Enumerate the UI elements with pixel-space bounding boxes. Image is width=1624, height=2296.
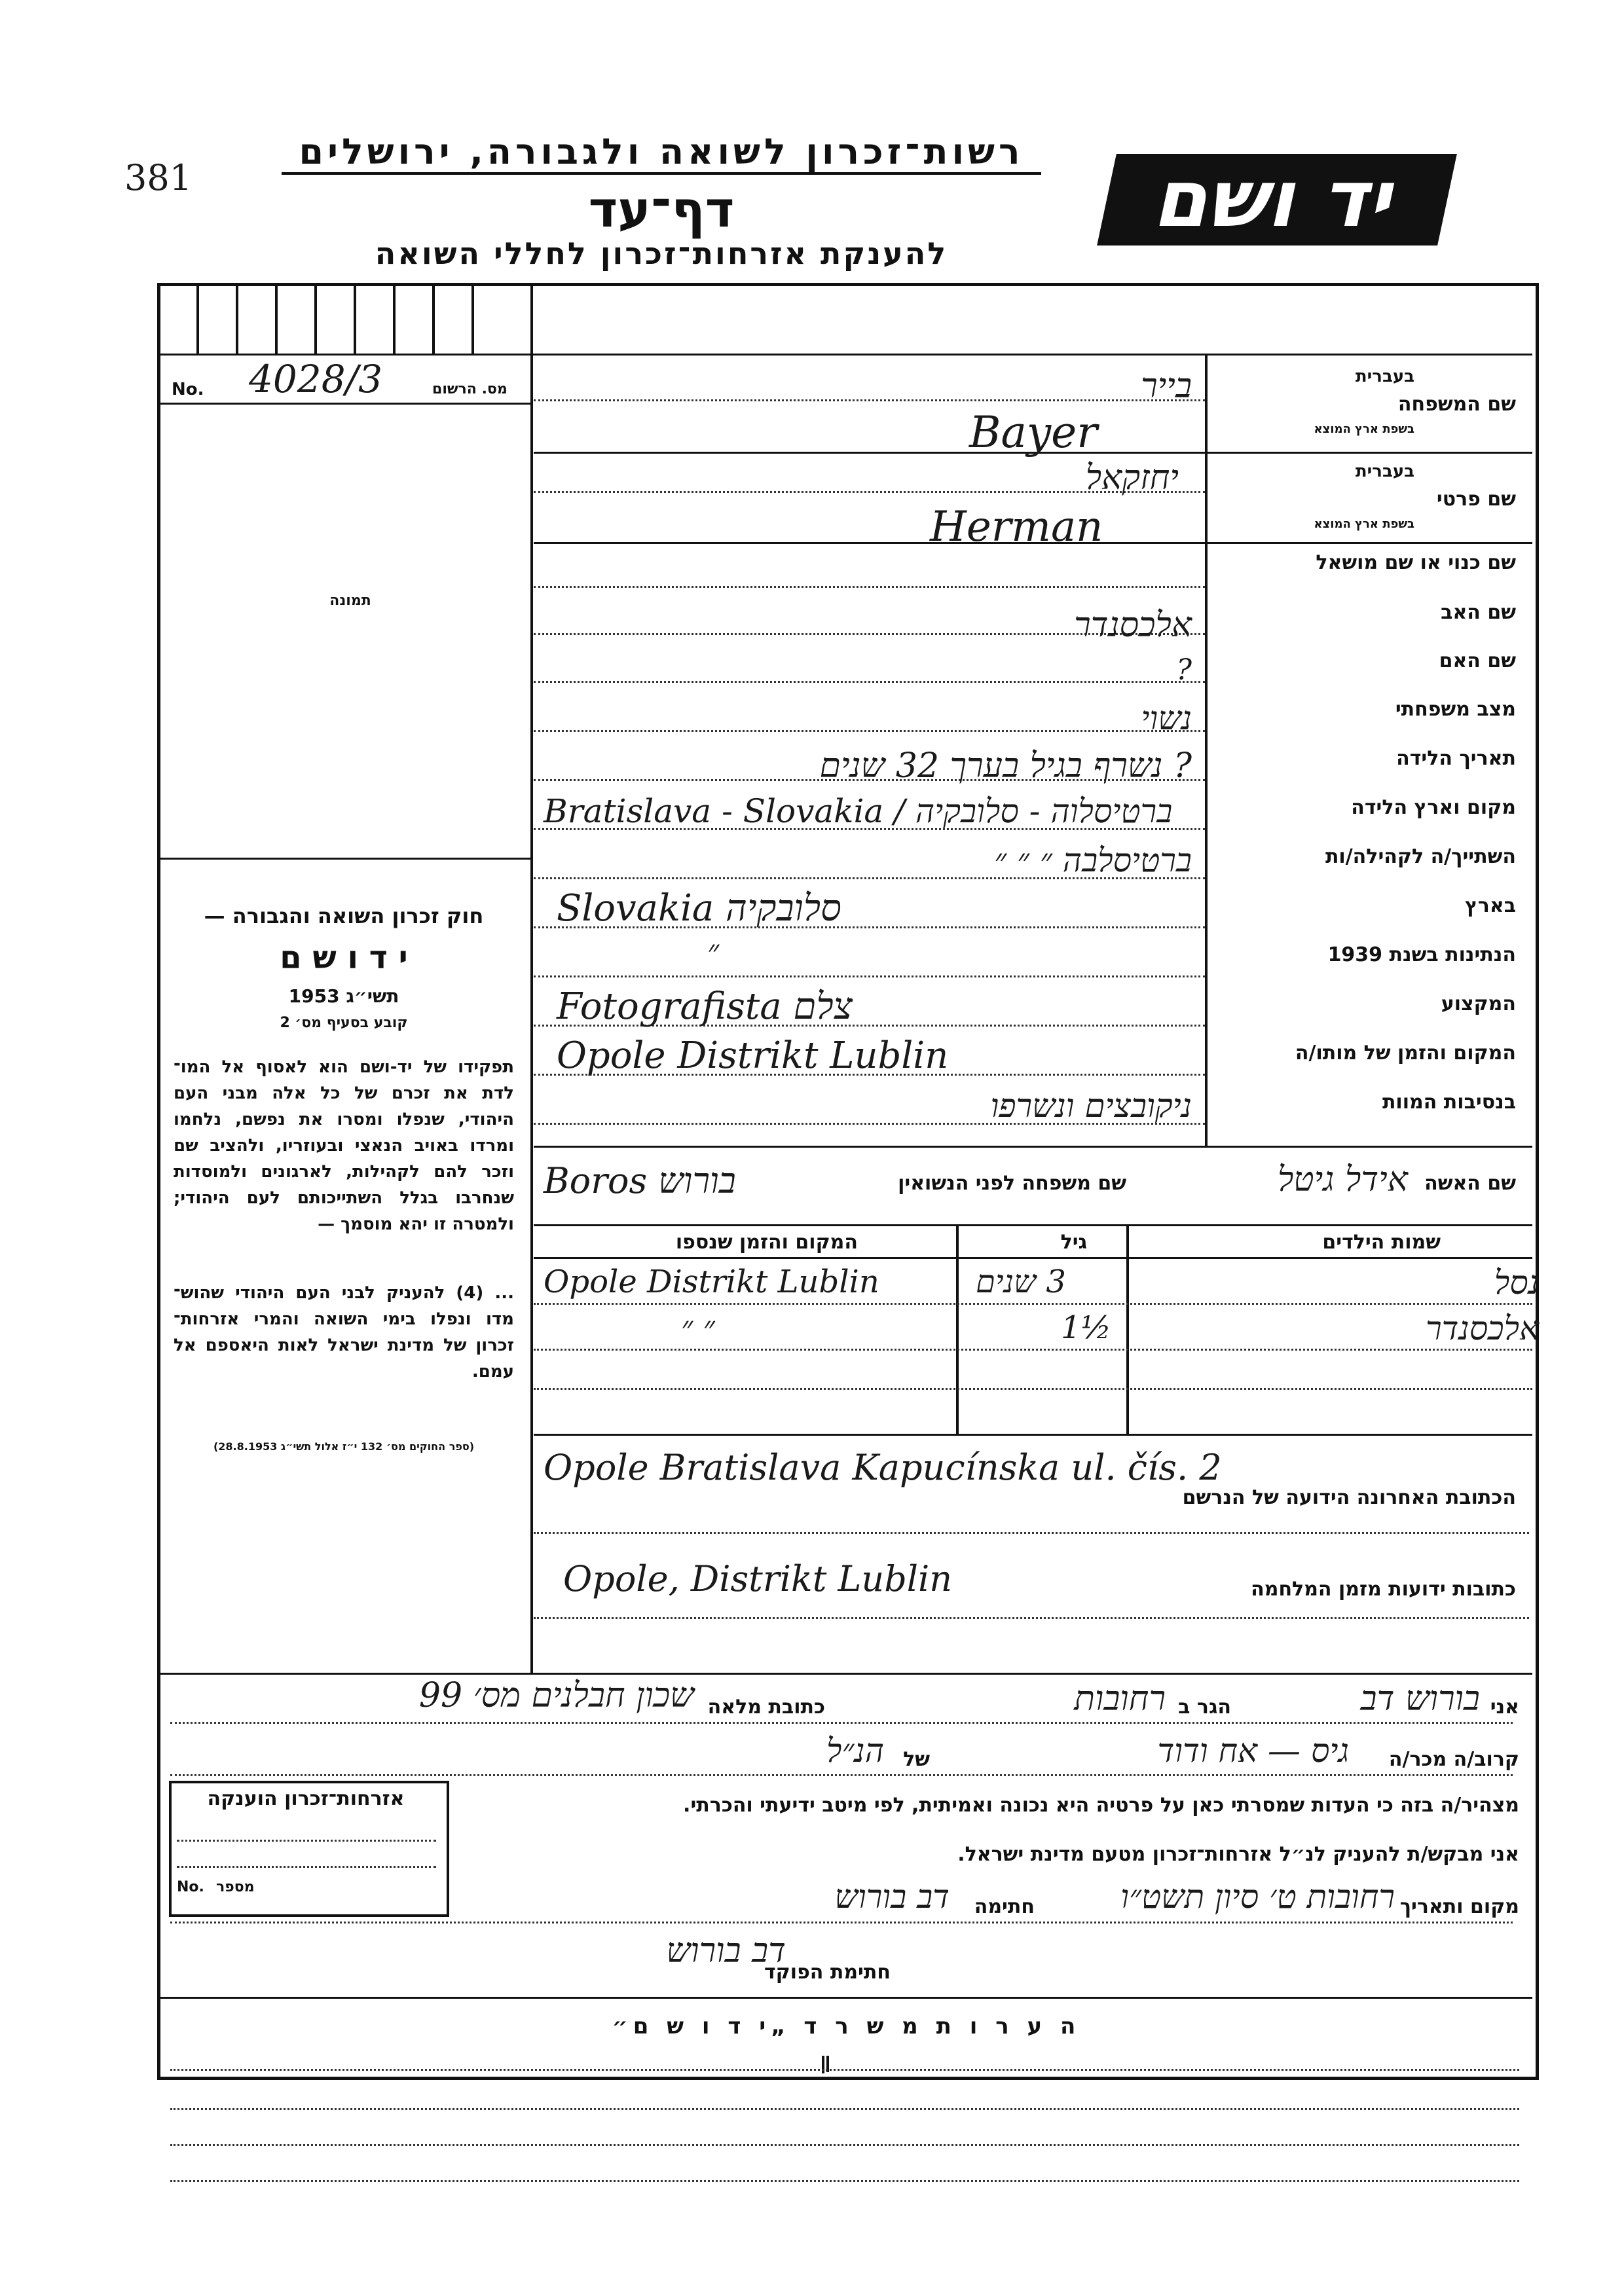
marital-label: מצב משפחתי: [1395, 698, 1516, 721]
place-date-label: מקום ותאריך: [1399, 1895, 1519, 1918]
given-hebrew-label: בעברית: [1355, 462, 1414, 481]
address-value: שכון חבלנים מס׳ 99: [418, 1676, 694, 1715]
citizenship-value: ״: [707, 933, 720, 970]
form-subtitle: להענקת אזרחות־זכרון לחללי השואה: [375, 236, 948, 271]
officer-signature-value: דב בורוש: [666, 1931, 786, 1971]
surname-native-label: בשפת ארץ המוצא: [1314, 422, 1414, 436]
law-section: קובע בסעיף מס׳ 2: [280, 1015, 408, 1031]
yad-vashem-logo: יד ושם: [1097, 154, 1457, 246]
death-label: המקום והזמן של מותו/ה: [1295, 1042, 1516, 1065]
country-label: בארץ: [1464, 894, 1516, 917]
children-age-header: גיל: [1060, 1231, 1087, 1254]
war-address-label: כתובות ידועות מזמן המלחמה: [1251, 1578, 1516, 1601]
circumstances-value: ניקובצים ונשרפו: [990, 1087, 1192, 1125]
mother-value: ?: [1176, 653, 1192, 687]
child-1-age: 3 שנים: [976, 1264, 1066, 1300]
profession-value: Fotografista צלם: [557, 985, 853, 1028]
form-title: דף־עד: [588, 180, 735, 238]
surname-label: שם המשפחה: [1397, 393, 1516, 416]
mother-label: שם האם: [1439, 649, 1516, 672]
law-name: י ד ו ש ם: [280, 939, 408, 976]
of-label: של: [903, 1748, 930, 1771]
relative-value: גיס — אח ודוד: [1157, 1732, 1349, 1770]
declaration-line-2: אני מבקש/ת להעניק לנ״ל אזרחות־זכרון מטעם מדינת ישראל.: [957, 1843, 1519, 1866]
community-value: ברטיסלבה ״ ״ ״: [994, 841, 1192, 879]
authority-title: רשות־זכרון לשואה ולגבורה, ירושלים: [282, 131, 1041, 175]
birthplace-value: Bratislava - Slovakia / ברטיסלוה - סלובקיה: [544, 792, 1173, 830]
given-native-label: בשפת ארץ המוצא: [1314, 517, 1414, 531]
law-paragraph-2: ... (4) להעניק לבני העם היהודי שהוש־ מדו ונפלו בימי השואה והמרי אזרחות־ זכרון של מדינת ישראל לאות היאספם אל עמם.: [174, 1283, 514, 1381]
child-1-place: Opole Distrikt Lublin: [544, 1264, 879, 1300]
award-mispar-label: מספר: [216, 1879, 255, 1895]
law-source: (ספר החוקים מס׳ 132 י״ז אלול תשי״ג 28.8.1953): [213, 1440, 475, 1453]
relative-label: קרוב/ה מכר/ה: [1388, 1748, 1519, 1771]
children-names-header: שמות הילדים: [1322, 1231, 1441, 1254]
reg-no-value: 4028/3: [249, 357, 383, 401]
given-hebrew-value: יחזקאל: [1085, 458, 1179, 498]
country-value: Slovakia סלובקיה: [557, 887, 841, 930]
father-label: שם האב: [1441, 601, 1516, 624]
war-address-value: Opole, Distrikt Lublin: [563, 1558, 953, 1599]
circumstances-label: בנסיבות המוות: [1382, 1091, 1516, 1114]
award-no-label: No.: [177, 1879, 204, 1895]
child-2-place: ״ ״: [681, 1309, 715, 1346]
child-2-age: 1½: [1061, 1309, 1112, 1346]
law-year: תשי״ג 1953: [288, 985, 399, 1007]
dwell-label: הגר ב: [1178, 1696, 1231, 1719]
notes-title: ה ע ר ו ת מ ש ר ד „י ד ו ש ם״: [612, 2013, 1081, 2039]
birthplace-label: מקום וארץ הלידה: [1351, 796, 1516, 819]
declarant-label: אני: [1490, 1696, 1519, 1719]
signature-value: דב בורוש: [834, 1878, 950, 1916]
surname-hebrew-label: בעברית: [1355, 367, 1414, 386]
child-2-name: אלכסנדר: [1426, 1309, 1539, 1347]
photo-label: תמונה: [329, 592, 371, 609]
reg-no-label: No.: [172, 380, 204, 399]
law-paragraph-1: תפקידו של יד-ושם הוא לאסוף אל המו־ לדת את זכרם של כל אלה מבני העם היהודי, שנפלו ומסרו את נפשם, נלחמו ומרדו באויב הנאצי ובעוזריו, ולהציב שם וזכר להם לקהילות, לארגונים ולמוסדות שנחרבו בגלל השתייכותם לעם היהודי; ולמטרה זו יהא מוסמך —: [174, 1057, 514, 1234]
given-label: שם פרטי: [1436, 488, 1516, 511]
profession-label: המקצוע: [1441, 993, 1516, 1015]
surname-hebrew-value: בייר: [1141, 367, 1192, 406]
last-address-label: הכתובת האחרונה הידועה של הנרשם: [1182, 1486, 1516, 1509]
father-value: אלכסנדר: [1074, 606, 1192, 645]
of-value: הנ״ל: [826, 1732, 884, 1770]
last-address-value: Opole Bratislava Kapucínska ul. čís. 2: [544, 1447, 1222, 1488]
page-number: 381: [124, 157, 193, 198]
signature-label: חתימה: [974, 1895, 1035, 1918]
citizenship-label: הנתינות בשנת 1939: [1327, 943, 1516, 966]
nickname-label: שם כנוי או שם מושאל: [1316, 551, 1516, 574]
declarant-value: בורוש דב: [1360, 1679, 1480, 1719]
given-native-value: Herman: [930, 503, 1103, 551]
law-title: חוק זכרון השואה והגבורה —: [204, 903, 484, 928]
birthdate-label: תאריך הלידה: [1396, 747, 1516, 770]
maiden-value: Boros בורוש: [544, 1160, 736, 1201]
reg-no-heb-label: מס. הרשום: [432, 381, 507, 397]
address-label: כתובת מלאה: [707, 1696, 825, 1719]
officer-signature-label: חתימת הפוקד: [764, 1961, 891, 1984]
award-title: אזרחות־זכרון הוענקה: [207, 1787, 405, 1810]
marital-value: נשוי: [1141, 699, 1192, 737]
children-place-header: המקום והזמן שנספו: [675, 1231, 858, 1254]
declaration-line-1: מצהיר/ה בזה כי העדות שמסרתי כאן על פרטיה היא נכונה ואמיתית, לפי מיטב ידיעתי והכרתי.: [683, 1794, 1519, 1817]
wife-label: שם האשה: [1424, 1172, 1516, 1195]
wife-value: אידל גיטל: [1277, 1160, 1408, 1199]
child-1-name: נסל: [1494, 1264, 1539, 1302]
community-label: השתייך/ה לקהילה/ות: [1325, 845, 1516, 868]
maiden-label: שם משפחה לפני הנשואין: [898, 1172, 1126, 1195]
birthdate-value: ? נשרף בגיל בערך 32 שנים: [819, 746, 1192, 786]
place-date-value: רחובות ט׳ סיון תשט״ו: [1120, 1878, 1395, 1916]
surname-native-value: Bayer: [969, 407, 1098, 458]
dwell-value: רחובות: [1074, 1679, 1166, 1719]
death-value: Opole Distrikt Lublin: [557, 1034, 949, 1077]
